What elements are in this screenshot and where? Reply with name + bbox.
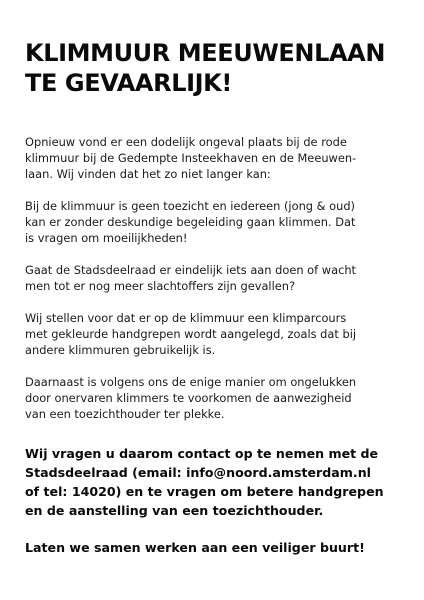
text-line: laan. Wij vinden dat het zo niet langer kan: [25, 167, 271, 181]
text-line: Opnieuw vond er een dodelijk ongeval plaats bij de rode [25, 135, 347, 149]
paragraph-question [25, 262, 405, 294]
bold-line: Laten we samen werken aan een veiliger buurt! [25, 540, 365, 555]
text-line: klimmuur bij de Gedempte Insteekhaven en de Meeuwen- [25, 151, 357, 165]
text-line: kan er zonder deskundige begeleiding gaan klimmen. Dat [25, 215, 356, 229]
text-line: Bij de klimmuur is geen toezicht en iedereen (jong & oud) [25, 199, 356, 213]
bold-line: Wij vragen u daarom contact op te nemen met de [25, 446, 379, 461]
text-line: is vragen om moeilijkheden! [25, 231, 188, 245]
text-line: Daarnaast is volgens ons de enige manier om ongelukken [25, 375, 357, 389]
bold-line: Stadsdeelraad (email: info@noord.amsterdam.nl [25, 465, 371, 480]
bold-line: of tel: 14020) en te vragen om betere handgrepen [25, 484, 384, 499]
text-line: Wij stellen voor dat er op de klimmuur een klimparcours [25, 311, 347, 325]
call-to-action [25, 444, 405, 557]
flyer-title [25, 38, 405, 98]
paragraph-supervisor [25, 374, 405, 422]
text-line: men tot er nog meer slachtoffers zijn gevallen? [25, 279, 296, 293]
bold-line: en de aanstelling van een toezichthouder. [25, 503, 324, 518]
text-line: van een toezichthouder ter plekke. [25, 407, 225, 421]
title-line: KLIMMUUR MEEUWENLAAN [25, 39, 386, 67]
text-line: andere klimmuren gebruikelijk is. [25, 343, 216, 357]
flyer-body [25, 134, 405, 422]
paragraph-incident [25, 134, 405, 182]
paragraph-contact-request [25, 444, 405, 520]
flyer-page [25, 38, 405, 575]
paragraph-closing [25, 538, 405, 557]
text-line: door onervaren klimmers te voorkomen de aanwezigheid [25, 391, 352, 405]
title-line: TE GEVAARLIJK! [25, 69, 232, 97]
text-line: Gaat de Stadsdeelraad er eindelijk iets aan doen of wacht [25, 263, 357, 277]
text-line: met gekleurde handgrepen wordt aangelegd, zoals dat bij [25, 327, 357, 341]
paragraph-proposal [25, 310, 405, 358]
paragraph-no-supervision [25, 198, 405, 246]
